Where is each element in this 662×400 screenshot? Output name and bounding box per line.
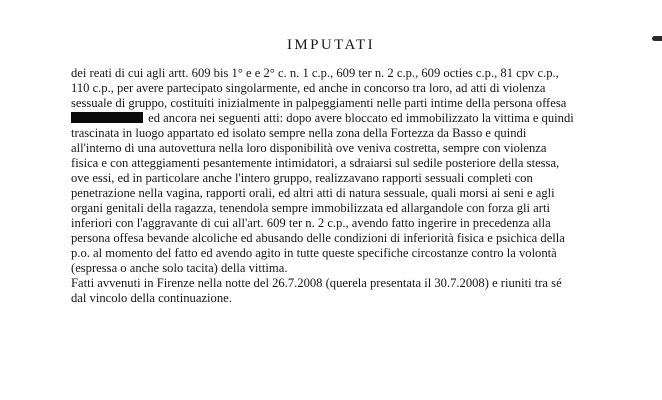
text-line: trascinata in luogo appartato ed isolato sempre nella zona della Fortezza da Basso e quindi [71,126,527,140]
text-line: ove essi, ed in particolare anche l'intero gruppo, realizzavano rapporti sessuali completi con [71,171,533,185]
text-line: penetrazione nella vagina, rapporti orali, ed altri atti di natura sessuale, quali morsi ai seni e agli [71,186,555,200]
text-line: dei reati di cui agli artt. 609 bis 1° e e 2° c. n. 1 c.p., 609 ter n. 2 c.p., 609 octies c.p., 81 cpv c.p., [71,66,559,80]
page-heading: IMPUTATI [287,37,375,53]
text-line: ed ancora nei seguenti atti: dopo avere bloccato ed immobilizzato la vittima e quindi [145,111,574,125]
text-line: inferiori con l'aggravante di cui all'art. 609 ter n. 2 c.p., avendo fatto ingerire in precedenza alla [71,216,551,230]
text-line: p.o. al momento del fatto ed avendo agito in tutte queste specifiche circostanze contro la volontà [71,246,557,260]
text-line: all'interno di una autovettura nella loro disponibilità ove veniva costretta, sempre con violenza [71,141,547,155]
text-line: 110 c.p., per avere partecipato singolarmente, ed anche in concorso tra loro, ad atti di violenza [71,81,546,95]
text-line: (espressa o anche solo tacita) della vittima. [71,261,288,275]
redaction-block [71,112,143,123]
text-line: sessuale di gruppo, costituiti inizialmente in palpeggiamenti nelle parti intime della persona offesa [71,96,567,110]
text-line: persona offesa bevande alcoliche ed abusando delle condizioni di inferiorità fisica e psichica della [71,231,565,245]
text-line: Fatti avvenuti in Firenze nella notte del 26.7.2008 (querela presentata il 30.7.2008) e riuniti tra sé [71,276,562,290]
text-line: fisica e con atteggiamenti pesantemente intimidatori, a sdraiarsi sul sedile posteriore della stessa, [71,156,560,170]
text-line-with-redaction [71,111,616,126]
scan-edge-mark [652,36,662,41]
text-line: dal vincolo della continuazione. [71,291,232,305]
text-line: organi genitali della ragazza, tenendola sempre immobilizzata ed allargandole con forza gli arti [71,201,550,215]
body-text [71,66,616,306]
